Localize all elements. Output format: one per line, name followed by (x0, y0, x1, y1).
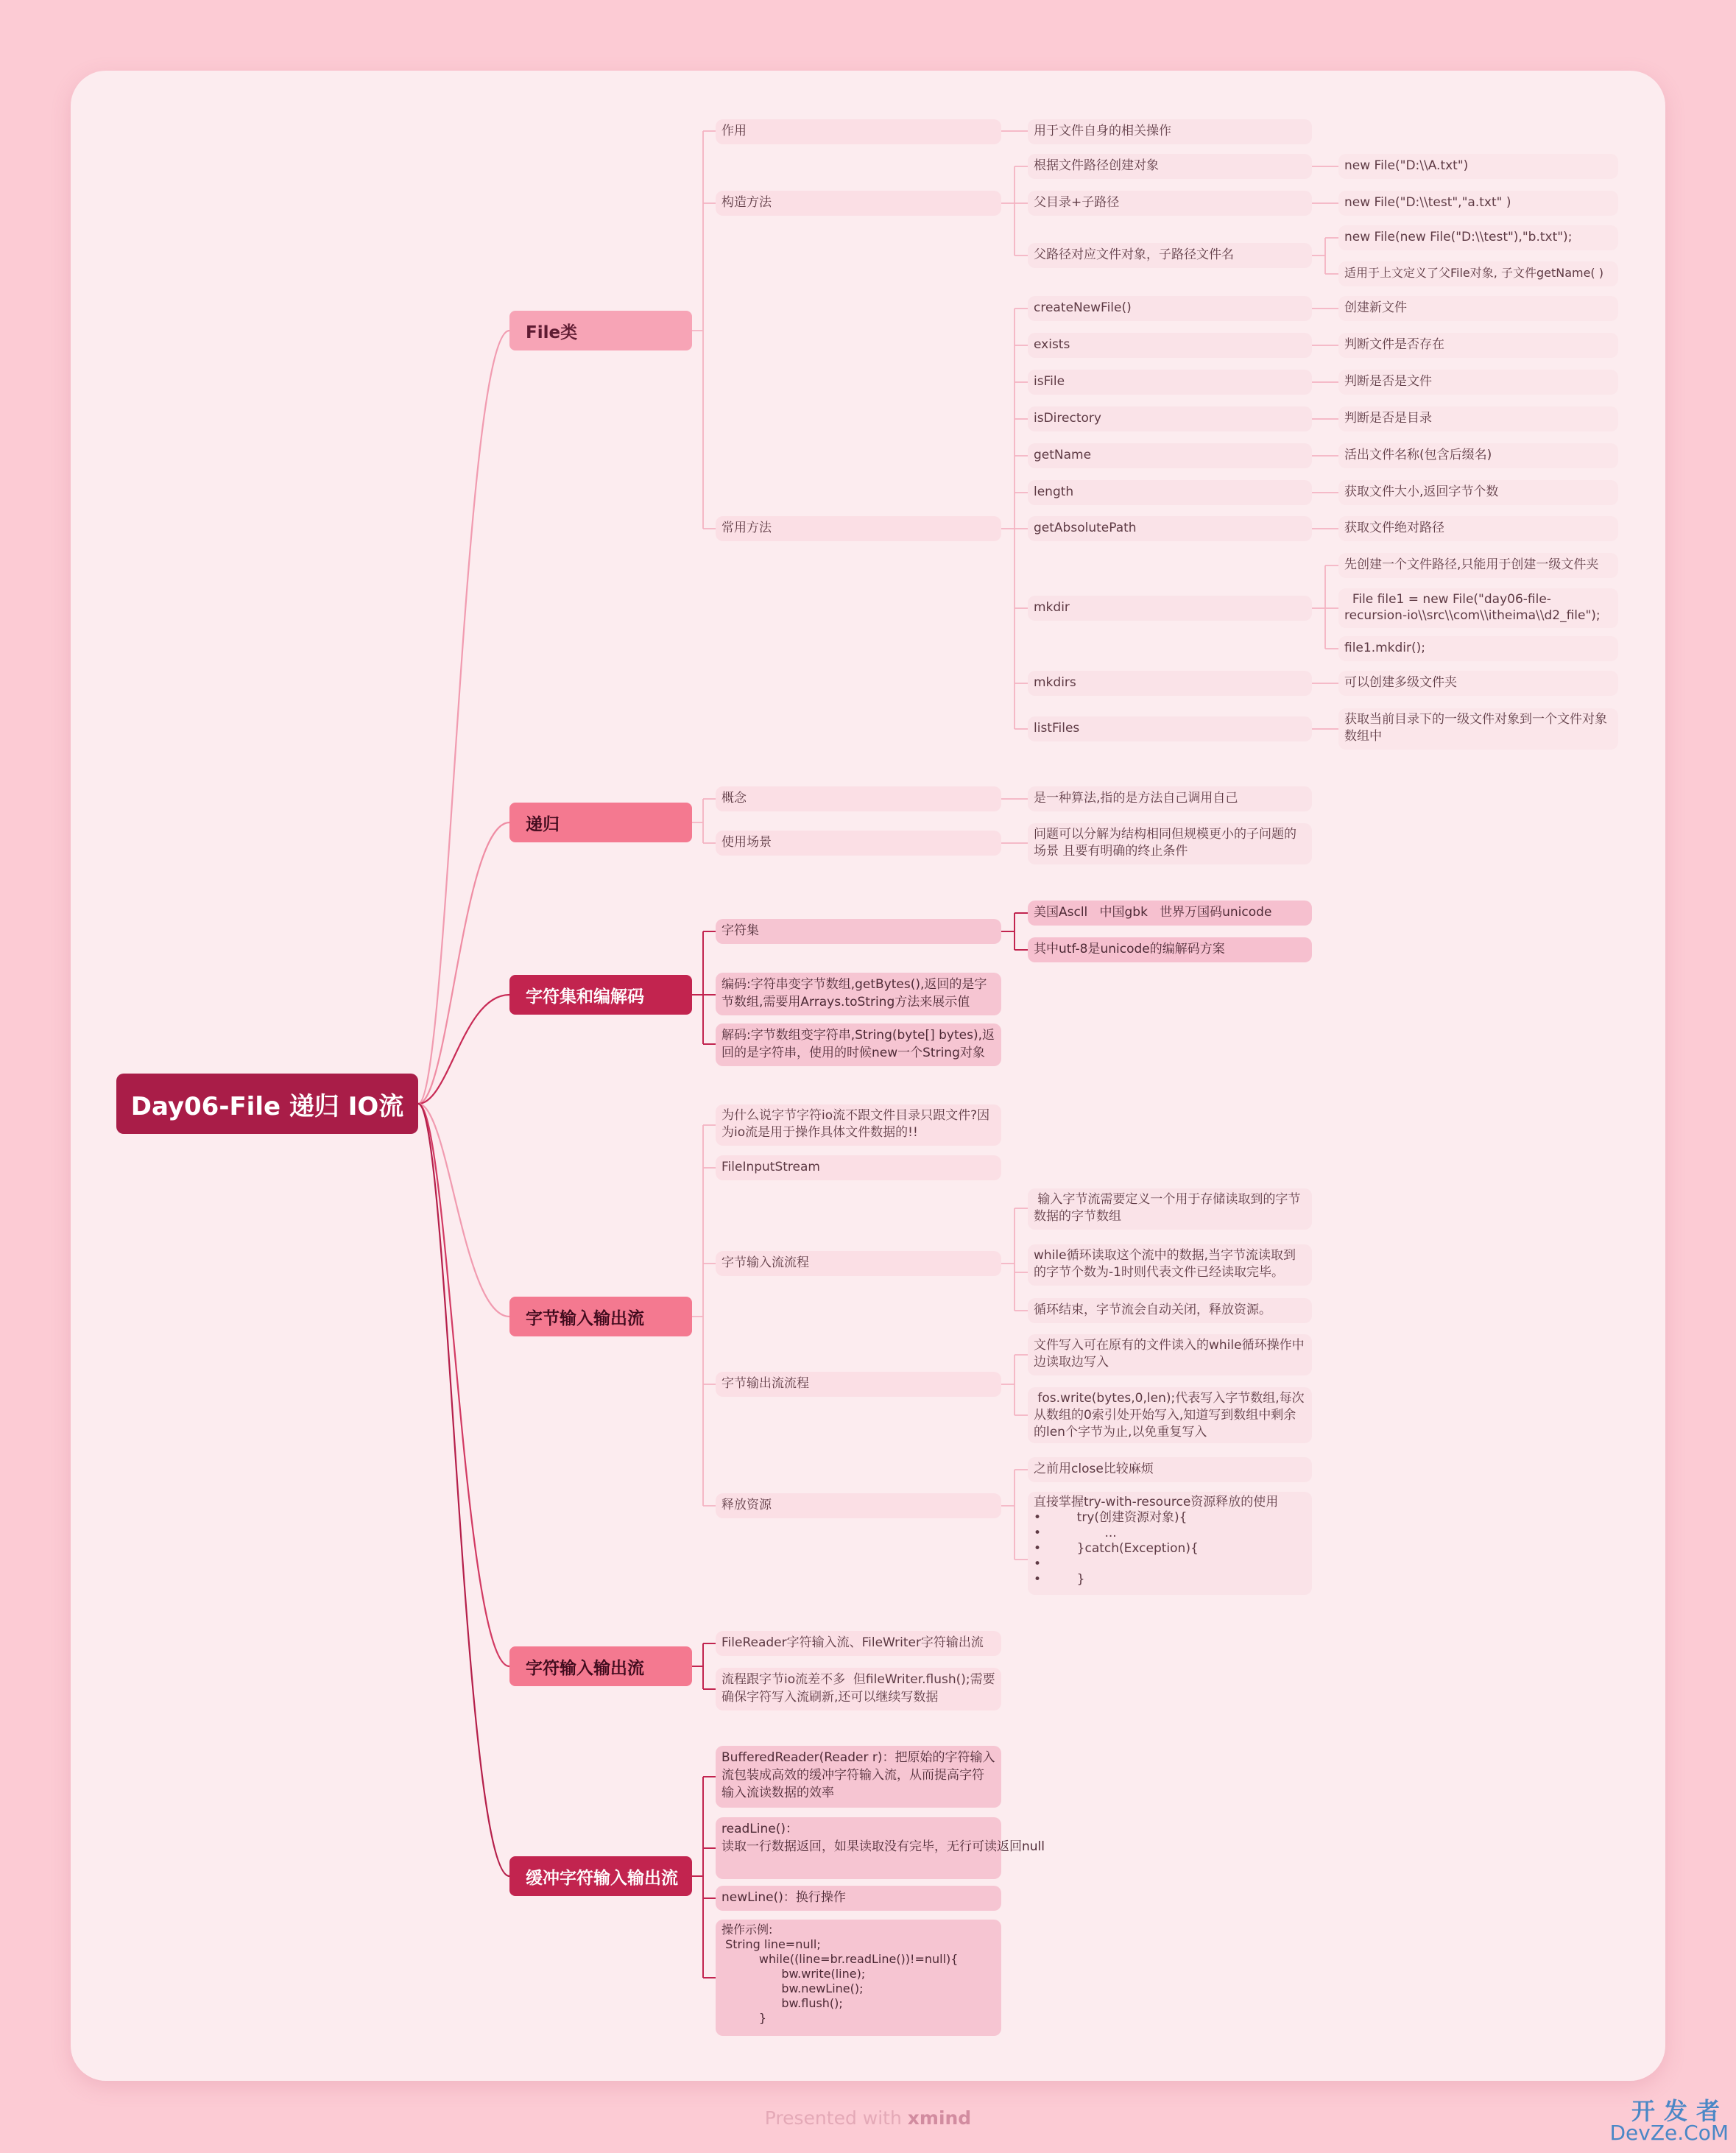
watermark-en: DevZe.CoM (1609, 2121, 1729, 2145)
node-method-desc[interactable]: 活出文件名称(包含后缀名) (1338, 443, 1618, 468)
node-release[interactable]: 释放资源 (716, 1493, 1001, 1518)
node-method[interactable]: getName (1028, 443, 1312, 468)
node-method[interactable]: mkdirs (1028, 671, 1312, 696)
node-purpose[interactable]: 作用 (716, 119, 1001, 144)
node-buffered-item[interactable]: 操作示例: String line=null; while((line=br.readLine())!=null){ bw.write(line); bw.newLine(); bw.flush(); } (716, 1920, 1001, 2036)
node-usage-desc[interactable]: 问题可以分解为结构相同但规模更小的子问题的场景 且要有明确的终止条件 (1028, 823, 1312, 864)
node-buffered-item[interactable]: BufferedReader(Reader r)：把原始的字符输入流包装成高效的缓冲字符输入流，从而提高字符输入流读数据的效率 (716, 1746, 1001, 1808)
node-charset-item[interactable]: 其中utf-8是unicode的编解码方案 (1028, 937, 1312, 962)
node-input-step[interactable]: 输入字节流需要定义一个用于存储读取到的字节数据的字节数组 (1028, 1188, 1312, 1230)
node-input-step[interactable]: while循环读取这个流中的数据,当字节流读取到的字节个数为-1时则代表文件已经读取完毕。 (1028, 1244, 1312, 1286)
node-fileinputstream[interactable]: FileInputStream (716, 1155, 1001, 1180)
node-usage[interactable]: 使用场景 (716, 831, 1001, 856)
node-char-stream-item[interactable]: FileReader字符输入流、FileWriter字符输出流 (716, 1631, 1001, 1656)
branch-file-class[interactable]: File类 (509, 311, 692, 350)
node-ctor-detail[interactable]: new File(new File("D:\\test"),"b.txt"); (1338, 225, 1618, 250)
node-method-desc[interactable]: 判断是否是文件 (1338, 370, 1618, 395)
branch-byte-stream[interactable]: 字节输入输出流 (509, 1297, 692, 1336)
node-input-flow[interactable]: 字节输入流流程 (716, 1251, 1001, 1276)
node-ctor-detail[interactable]: new File("D:\\test","a.txt" ) (1338, 191, 1618, 216)
node-output-flow[interactable]: 字节输出流流程 (716, 1372, 1001, 1397)
node-method[interactable]: exists (1028, 333, 1312, 358)
branch-buffered-stream[interactable]: 缓冲字符输入输出流 (509, 1856, 692, 1896)
node-charset[interactable]: 字符集 (716, 919, 1001, 944)
node-method[interactable]: isFile (1028, 370, 1312, 395)
node-ctor-detail[interactable]: 适用于上文定义了父File对象, 子文件getName( ) (1338, 261, 1618, 286)
node-method-desc[interactable]: 创建新文件 (1338, 296, 1618, 321)
footer-prefix: Presented with (764, 2107, 902, 2129)
node-release-item[interactable]: 直接掌握try-with-resource资源释放的使用 • try(创建资源对象){ • ... • }catch(Exception){ • • } (1028, 1492, 1312, 1595)
node-method[interactable]: isDirectory (1028, 406, 1312, 431)
node-method[interactable]: mkdir (1028, 596, 1312, 621)
branch-charset[interactable]: 字符集和编解码 (509, 975, 692, 1015)
node-common-methods[interactable]: 常用方法 (716, 516, 1001, 541)
node-method-desc[interactable]: 获取文件绝对路径 (1338, 516, 1618, 541)
node-encode[interactable]: 编码:字符串变字节数组,getBytes(),返回的是字节数组,需要用Arrays.toString方法来展示值 (716, 973, 1001, 1015)
node-why-io[interactable]: 为什么说字节字符io流不跟文件目录只跟文件?因为io流是用于操作具体文件数据的!! (716, 1104, 1001, 1146)
watermark (1609, 2097, 1729, 2145)
node-concept-desc[interactable]: 是一种算法,指的是方法自己调用自己 (1028, 786, 1312, 811)
node-constructors[interactable]: 构造方法 (716, 191, 1001, 216)
watermark-cn: 开发者 (1631, 2097, 1729, 2125)
node-buffered-item[interactable]: readLine()： 读取一行数据返回，如果读取没有完毕，无行可读返回null (716, 1817, 1001, 1879)
node-method-desc[interactable]: File file1 = new File("day06-file-recursion-io\\src\\com\\itheima\\d2_file"); (1338, 588, 1618, 628)
node-char-stream-item[interactable]: 流程跟字节io流差不多 但fileWriter.flush();需要确保字符写入流刷新,还可以继续写数据 (716, 1668, 1001, 1710)
node-method[interactable]: createNewFile() (1028, 296, 1312, 321)
node-purpose-desc[interactable]: 用于文件自身的相关操作 (1028, 119, 1312, 144)
node-output-step[interactable]: 文件写入可在原有的文件读入的while循环操作中边读取边写入 (1028, 1334, 1312, 1375)
node-method-desc[interactable]: file1.mkdir(); (1338, 636, 1618, 661)
node-decode[interactable]: 解码:字节数组变字符串,String(byte[] bytes),返回的是字符串，使用的时候new一个String对象 (716, 1023, 1001, 1066)
node-ctor-item[interactable]: 根据文件路径创建对象 (1028, 154, 1312, 179)
node-output-step[interactable]: fos.write(bytes,0,len);代表写入字节数组,每次从数组的0索引处开始写入,知道写到数组中剩余的len个字节为止,以免重复写入 (1028, 1387, 1312, 1443)
node-method-desc[interactable]: 判断文件是否存在 (1338, 333, 1618, 358)
node-ctor-item[interactable]: 父路径对应文件对象，子路径文件名 (1028, 243, 1312, 268)
node-release-item[interactable]: 之前用close比较麻烦 (1028, 1457, 1312, 1482)
node-method[interactable]: listFiles (1028, 716, 1312, 741)
node-method[interactable]: length (1028, 480, 1312, 505)
node-ctor-detail[interactable]: new File("D:\\A.txt") (1338, 154, 1618, 179)
branch-recursion[interactable]: 递归 (509, 803, 692, 842)
node-concept[interactable]: 概念 (716, 786, 1001, 811)
xmind-logo[interactable]: xmind (907, 2107, 972, 2129)
footer (0, 2107, 1736, 2129)
node-charset-item[interactable]: 美国Ascll 中国gbk 世界万国码unicode (1028, 901, 1312, 926)
node-input-step[interactable]: 循环结束，字节流会自动关闭，释放资源。 (1028, 1298, 1312, 1323)
node-buffered-item[interactable]: newLine()：换行操作 (716, 1886, 1001, 1911)
node-method-desc[interactable]: 可以创建多级文件夹 (1338, 671, 1618, 696)
root-topic[interactable]: Day06-File 递归 IO流 (116, 1074, 418, 1134)
node-method-desc[interactable]: 获取当前目录下的一级文件对象到一个文件对象数组中 (1338, 708, 1618, 750)
branch-char-stream[interactable]: 字符输入输出流 (509, 1646, 692, 1686)
node-method-desc[interactable]: 判断是否是目录 (1338, 406, 1618, 431)
node-method-desc[interactable]: 获取文件大小,返回字节个数 (1338, 480, 1618, 505)
node-method[interactable]: getAbsolutePath (1028, 516, 1312, 541)
node-method-desc[interactable]: 先创建一个文件路径,只能用于创建一级文件夹 (1338, 553, 1618, 578)
node-ctor-item[interactable]: 父目录+子路径 (1028, 191, 1312, 216)
